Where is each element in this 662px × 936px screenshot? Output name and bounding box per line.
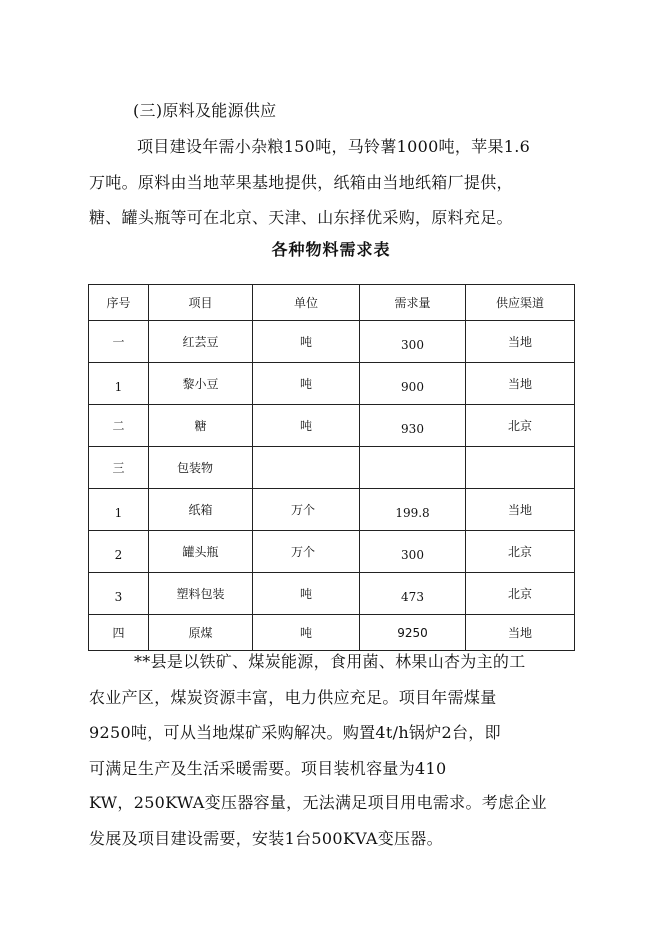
section-heading: (三)原料及能源供应 — [133, 101, 277, 120]
table-header-row — [89, 285, 575, 321]
paragraph-2-line-6: 发展及项目建设需要，安装1台500KVA变压器。 — [89, 829, 443, 848]
cell-unit: 吨 — [253, 363, 360, 405]
cell-quantity: 473 — [360, 573, 466, 615]
header-source: 供应渠道 — [466, 285, 575, 321]
table-row — [89, 489, 575, 531]
cell-source: 北京 — [466, 531, 575, 573]
table-row — [89, 321, 575, 363]
materials-table — [88, 284, 575, 651]
cell-item: 原煤 — [149, 615, 253, 651]
cell-quantity: 199.8 — [360, 489, 466, 531]
cell-seq: 3 — [89, 573, 149, 615]
paragraph-1-line-3: 糖、罐头瓶等可在北京、天津、山东择优采购，原料充足。 — [89, 208, 513, 227]
cell-seq: 2 — [89, 531, 149, 573]
table-row — [89, 531, 575, 573]
cell-unit: 吨 — [253, 573, 360, 615]
cell-item: 糖 — [149, 405, 253, 447]
cell-source: 北京 — [466, 573, 575, 615]
paragraph-2-line-2: 农业产区，煤炭资源丰富，电力供应充足。项目年需煤量 — [89, 688, 497, 707]
cell-seq: 1 — [89, 363, 149, 405]
table-row — [89, 615, 575, 651]
paragraph-2-line-3: 9250吨，可从当地煤矿采购解决。购置4t/h锅炉2台，即 — [89, 723, 501, 742]
cell-quantity: 300 — [360, 321, 466, 363]
cell-source — [466, 447, 575, 489]
table-row — [89, 405, 575, 447]
cell-quantity: 900 — [360, 363, 466, 405]
cell-seq: 1 — [89, 489, 149, 531]
cell-seq: 一 — [89, 321, 149, 363]
header-seq: 序号 — [89, 285, 149, 321]
cell-unit: 万个 — [253, 531, 360, 573]
header-quantity: 需求量 — [360, 285, 466, 321]
table-title: 各种物料需求表 — [271, 240, 391, 259]
paragraph-2-line-5: KW，250KWA变压器容量，无法满足项目用电需求。考虑企业 — [89, 793, 547, 812]
cell-unit: 万个 — [253, 489, 360, 531]
cell-unit: 吨 — [253, 615, 360, 651]
cell-item: 红芸豆 — [149, 321, 253, 363]
cell-quantity: 930 — [360, 405, 466, 447]
cell-quantity: 300 — [360, 531, 466, 573]
paragraph-2-line-4: 可满足生产及生活采暖需要。项目装机容量为410 — [89, 759, 447, 778]
cell-source: 当地 — [466, 363, 575, 405]
cell-unit — [253, 447, 360, 489]
header-unit: 单位 — [253, 285, 360, 321]
paragraph-1-line-1: 项目建设年需小杂粮150吨，马铃薯1000吨，苹果1.6 — [137, 137, 531, 156]
paragraph-2-line-1: **县是以铁矿、煤炭能源，食用菌、林果山杏为主的工 — [134, 652, 526, 671]
cell-item: 黎小豆 — [149, 363, 253, 405]
cell-source: 当地 — [466, 489, 575, 531]
cell-seq: 四 — [89, 615, 149, 651]
cell-item: 包装物 — [149, 447, 253, 489]
cell-source: 北京 — [466, 405, 575, 447]
table-row — [89, 447, 575, 489]
cell-item: 塑料包装 — [149, 573, 253, 615]
cell-quantity — [360, 447, 466, 489]
cell-item: 纸箱 — [149, 489, 253, 531]
cell-quantity: 9250 — [360, 615, 466, 651]
header-item: 项目 — [149, 285, 253, 321]
cell-seq: 二 — [89, 405, 149, 447]
cell-item: 罐头瓶 — [149, 531, 253, 573]
cell-unit: 吨 — [253, 405, 360, 447]
cell-unit: 吨 — [253, 321, 360, 363]
cell-source: 当地 — [466, 321, 575, 363]
cell-seq: 三 — [89, 447, 149, 489]
paragraph-1-line-2: 万吨。原料由当地苹果基地提供，纸箱由当地纸箱厂提供， — [89, 173, 513, 192]
table-row — [89, 363, 575, 405]
table-row — [89, 573, 575, 615]
cell-source: 当地 — [466, 615, 575, 651]
